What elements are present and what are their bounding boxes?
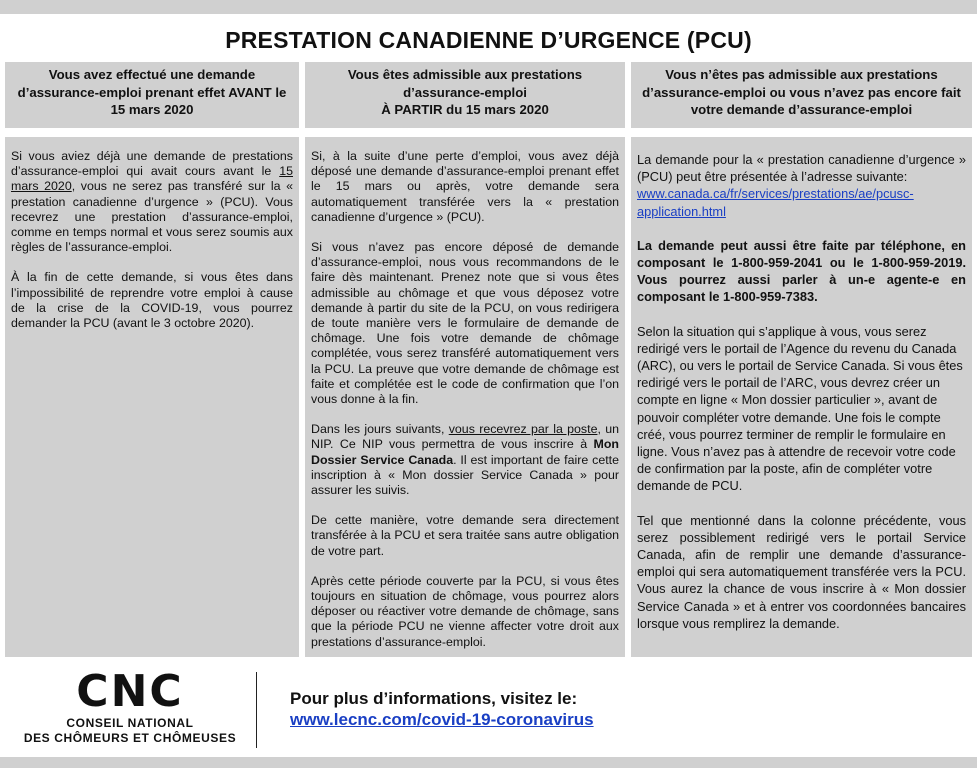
paragraph (637, 151, 966, 220)
divider (256, 672, 257, 748)
header-line: d’assurance-emploi prenant effet AVANT le (17, 84, 287, 100)
phone-paragraph: La demande peut aussi être faite par téléphone, en composant le 1-800-959-2041 ou le 1-800-959-2019. Vous pourrez aussi parler à un-e agente-e en composant le 1-800-959-7383. (637, 237, 966, 305)
header-line: d’assurance-emploi (403, 84, 527, 100)
header-line: 15 mars 2020 (110, 102, 194, 117)
column-body-before (5, 137, 299, 657)
header-line: Vous avez effectué une demande (48, 67, 256, 82)
text: , vous ne serez pas transféré sur la « prestation canadienne d’urgence » (PCU). Vous recevrez une prestation d’assurance-emploi, comme en temps normal et vous serez soumis aux règles de l’assurance-emploi. (11, 179, 293, 255)
text: , un NIP. Ce NIP vous permettra de vous inscrire à (311, 422, 619, 452)
paragraph (311, 422, 619, 498)
paragraph (11, 149, 293, 255)
paragraph: Si, à la suite d’une perte d’emploi, vous avez déjà déposé une demande d’assurance-emploi prenant effet le 15 mars ou après, votre demande sera automatiquement transférée vers la « prestation canadienne d’urgence » (PCU). (311, 149, 619, 224)
top-bar (0, 0, 977, 14)
column-header-after (305, 62, 625, 128)
bottom-bar (0, 757, 977, 768)
paragraph: À la fin de cette demande, si vous êtes dans l’impossibilité de reprendre votre emploi à cause de la crise de la COVID-19, vous pourrez demander la PCU (avant le 3 octobre 2020). (11, 270, 293, 331)
column-header-before (5, 62, 299, 128)
underlined-date: 15 mars 2020 (11, 164, 293, 194)
column-body-not-eligible (631, 137, 972, 657)
header-line: Vous n’êtes pas admissible aux prestations (665, 67, 938, 82)
paragraph: De cette manière, votre demande sera directement transférée à la PCU et sera traitée sans autre obligation de votre part. (311, 513, 619, 558)
footer-info (290, 688, 594, 730)
bold-text: Mon Dossier Service Canada (311, 437, 619, 467)
paragraph: Tel que mentionné dans la colonne précédente, vous serez possiblement redirigé vers le portail Service Canada, afin de remplir une demande d’assurance-emploi qui sera automatiquement transférée vers la PCU. Vous aurez la chance de vous inscrire à « Mon dossier Service Canada » et à entrer vos coordonnées bancaires lorsque vous remplirez la demande. (637, 512, 966, 631)
header-line: Vous êtes admissible aux prestations (347, 67, 583, 82)
underlined-text: vous recevrez par la poste (448, 422, 598, 437)
cnc-logo (20, 668, 240, 750)
text: . Il est important de faire cette inscription à « Mon dossier Service Canada » pour assurer les suivis. (311, 452, 619, 498)
paragraph: Si vous n’avez pas encore déposé de demande d’assurance-emploi, nous vous recommandons de le faire dès maintenant. Prenez note que si vous êtes admissible au chômage et que vous déposez votre demande à partir du site de la PCU, on vous redirigera de toute manière vers le formulaire de demande de chômage. Une fois votre demande de chômage complétée, vous serez transféré automatiquement vers la PCU. La preuve que votre demande de chômage est faite et complétée est le code de confirmation que l’on vous donne à la fin. (311, 240, 619, 407)
header-line: d’assurance-emploi ou vous n’avez pas encore fait (642, 84, 961, 100)
paragraph: Après cette période couverte par la PCU, si vous êtes toujours en situation de chômage, vous pourrez alors déposer ou réactiver votre demande de chômage, sans que la période PCU ne vienne affecter votre droit aux prestations d’assurance-emploi. (311, 573, 619, 649)
text: La demande pour la « prestation canadienne d’urgence » (PCU) peut être présentée à l’adresse suivante: (637, 152, 966, 185)
footer-website-link[interactable]: www.lecnc.com/covid-19-coronavirus (290, 710, 594, 729)
logo-line: DES CHÔMEURS ET CHÔMEUSES (23, 731, 237, 745)
cnc-logo-mark: CNC (76, 666, 184, 717)
application-link[interactable]: www.canada.ca/fr/services/prestations/ae/pcusc-application.html (637, 186, 914, 219)
header-line: À PARTIR du 15 mars 2020 (381, 102, 549, 117)
footer-lead: Pour plus d’informations, visitez le: (290, 689, 578, 708)
logo-line: CONSEIL NATIONAL (66, 716, 194, 730)
paragraph: Selon la situation qui s’applique à vous, vous serez redirigé vers le portail de l’Agence du revenu du Canada (ARC), ou vers le portail de Service Canada. Si vous êtes redirigé vers le portail de l’ARC, vous devrez créer un compte en ligne « Mon dossier particulier », avant de pouvoir compléter votre demande. Une fois le compte créé, vous pourrez terminer de remplir le formulaire en ligne. Vous n’avez pas à attendre de recevoir votre code de confirmation par la poste, afin de compléter votre demande de PCU. (637, 323, 963, 494)
column-header-not-eligible (631, 62, 972, 128)
text: Si vous aviez déjà une demande de prestations d’assurance-emploi qui avait cours avant le (11, 149, 293, 179)
text: Dans les jours suivants, (311, 422, 449, 437)
column-body-after (305, 137, 625, 657)
page-title: PRESTATION CANADIENNE D’URGENCE (PCU) (225, 27, 752, 53)
header-line: votre demande d’assurance-emploi (690, 102, 913, 117)
